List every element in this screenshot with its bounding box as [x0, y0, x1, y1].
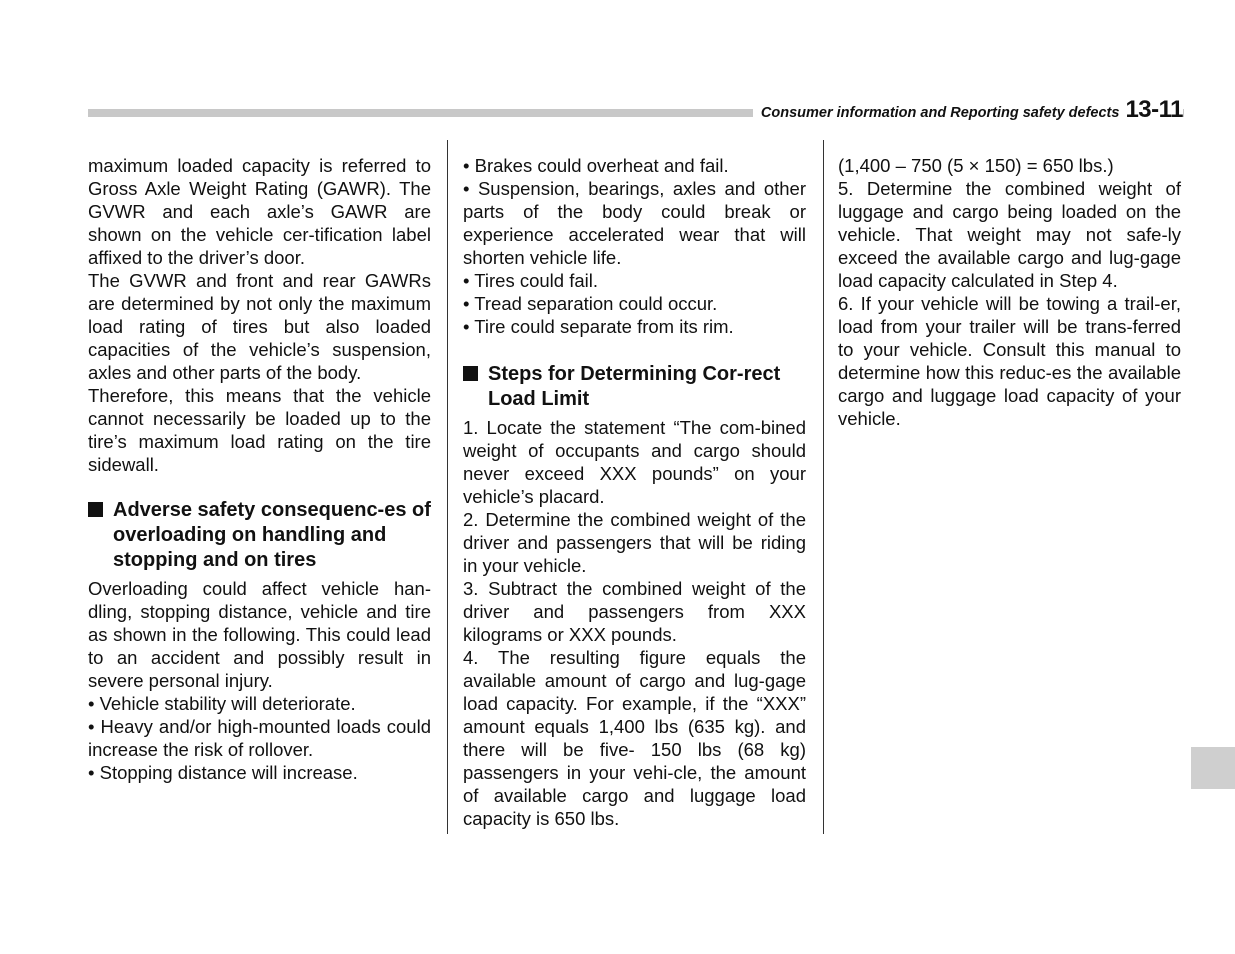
- bullet-item: • Brakes could overheat and fail.: [463, 155, 729, 176]
- square-bullet-icon: [463, 366, 478, 381]
- step-item: 1. Locate the statement “The com-bined weight of occupants and cargo should never exceed XXX pounds” on your vehicle’s placard.: [463, 417, 806, 507]
- bullet-item: • Vehicle stability will deteriorate.: [88, 693, 356, 714]
- step-item: 5. Determine the combined weight of luggage and cargo being loaded on the vehicle. That weight may not safe-ly exceed the available cargo and lug-gage load capacity calculated in Step 4.: [838, 178, 1181, 291]
- bullet-item: • Tread separation could occur.: [463, 293, 718, 314]
- section-title: Consumer information and Reporting safety defects: [760, 105, 1120, 121]
- page-number: 13-11: [1125, 96, 1183, 123]
- paragraph: maximum loaded capacity is referred to Gross Axle Weight Rating (GAWR). The GVWR and each axle’s GAWR are shown on the vehicle cer-tification label affixed to the driver’s door.: [88, 155, 431, 268]
- section-heading: [88, 498, 431, 573]
- section-heading-text: Steps for Determining Cor-rect Load Limit: [488, 363, 781, 410]
- column-1: [88, 154, 431, 784]
- bullet-item: • Stopping distance will increase.: [88, 762, 358, 783]
- step-item: 2. Determine the combined weight of the driver and passengers that will be riding in your vehicle.: [463, 509, 806, 576]
- step-item: 4. The resulting figure equals the available amount of cargo and lug-gage load capacity. For example, if the “XXX” amount equals 1,400 lbs (635 kg). and there will be five- 150 lbs (68 kg) passengers in your vehi-cle, the amount of available cargo and luggage load capacity is 650 lbs.: [463, 647, 806, 829]
- section-heading: [463, 362, 806, 412]
- column-2: [463, 154, 806, 830]
- paragraph: (1,400 – 750 (5 × 150) = 650 lbs.): [838, 155, 1114, 176]
- column-3: [838, 154, 1181, 430]
- bullet-item: • Tire could separate from its rim.: [463, 316, 734, 337]
- paragraph: Overloading could affect vehicle han-dling, stopping distance, vehicle and tire as shown in the following. This could lead to an accident and possibly result in severe personal injury.: [88, 578, 431, 691]
- bullet-item: • Heavy and/or high-mounted loads could increase the risk of rollover.: [88, 716, 431, 760]
- step-item: 6. If your vehicle will be towing a trail-er, load from your trailer will be trans-ferred to your vehicle. Consult this manual to determine how this reduc-es the available cargo and luggage load capacity of your vehicle.: [838, 293, 1181, 429]
- step-item: 3. Subtract the combined weight of the driver and passengers from XXX kilograms or XXX pounds.: [463, 578, 806, 645]
- paragraph: The GVWR and front and rear GAWRs are determined by not only the maximum load rating of tires but also loaded capacities of the vehicle’s suspension, axles and other parts of the body.: [88, 270, 431, 383]
- paragraph: Therefore, this means that the vehicle cannot necessarily be loaded up to the tire’s maximum load rating on the tire sidewall.: [88, 385, 431, 475]
- bullet-item: • Suspension, bearings, axles and other parts of the body could break or experience accelerated wear that will shorten vehicle life.: [463, 178, 806, 268]
- column-divider: [447, 140, 448, 834]
- section-heading-text: Adverse safety consequenc-es of overloading on handling and stopping and on tires: [113, 499, 431, 571]
- square-bullet-icon: [88, 502, 103, 517]
- column-divider: [823, 140, 824, 834]
- page-header: [753, 96, 1183, 124]
- bullet-item: • Tires could fail.: [463, 270, 599, 291]
- chapter-thumb-tab: [1191, 747, 1235, 789]
